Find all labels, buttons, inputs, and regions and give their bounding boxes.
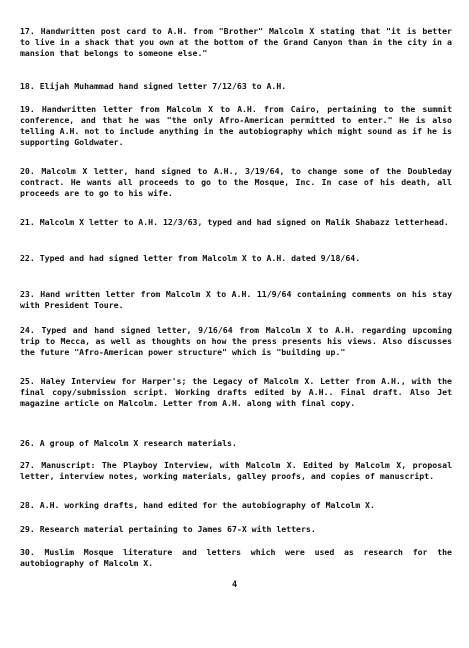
entry-28: 28. A.H. working drafts, hand edited for the autobiography of Malcolm X. bbox=[20, 500, 375, 510]
entry-27: 27. Manuscript: The Playboy Interview, with Malcolm X. Edited by Malcolm X, proposal letter, interview notes, working materials, galley proofs, and copies of manuscript. bbox=[20, 460, 452, 481]
entry-22: 22. Typed and had signed letter from Malcolm X to A.H. dated 9/18/64. bbox=[20, 253, 361, 263]
entry-25: 25. Haley Interview for Harper's; the Legacy of Malcolm X. Letter from A.H., with the final copy/submission script. Working drafts edited by A.H.. Final draft. Also Jet magazine article on Malcolm. Letter from A.H. along with final copy. bbox=[20, 376, 452, 408]
entry-19: 19. Handwritten letter from Malcolm X to A.H. from Cairo, pertaining to the summit conference, and that he was "the only Afro-American permitted to enter." He is also telling A.H. not to include anything in the autobiography which might sound as if he is supporting Goldwater. bbox=[20, 104, 452, 147]
entry-26: 26. A group of Malcolm X research materials. bbox=[20, 438, 237, 448]
entry-20: 20. Malcolm X letter, hand signed to A.H., 3/19/64, to change some of the Doubleday contract. He wants all proceeds to go to the Mosque, Inc. In case of his death, all proceeds are to go to his wife. bbox=[20, 166, 452, 198]
entry-21: 21. Malcolm X letter to A.H. 12/3/63, typed and had signed on Malik Shabazz letterhead. bbox=[20, 217, 449, 227]
entry-23: 23. Hand written letter from Malcolm X to A.H. 11/9/64 containing comments on his stay with President Toure. bbox=[20, 289, 452, 310]
entry-18: 18. Elijah Muhammad hand signed letter 7/12/63 to A.H. bbox=[20, 81, 287, 91]
entry-30: 30. Muslim Mosque literature and letters which were used as research for the autobiography of Malcolm X. bbox=[20, 547, 452, 568]
entry-29: 29. Research material pertaining to James 67-X with letters. bbox=[20, 524, 316, 534]
page-number: 4 bbox=[231, 580, 238, 590]
entry-17: 17. Handwritten post card to A.H. from "Brother" Malcolm X stating that "it is better to live in a shack that you own at the bottom of the Grand Canyon than in the city in a mansion that belongs to someone else." bbox=[20, 26, 452, 58]
entry-24: 24. Typed and hand signed letter, 9/16/64 from Malcolm X to A.H. regarding upcoming trip to Mecca, as well as thoughts on how the press presents his views. Also discusses the future "Afro-American power structure" which is "building up." bbox=[20, 325, 452, 357]
